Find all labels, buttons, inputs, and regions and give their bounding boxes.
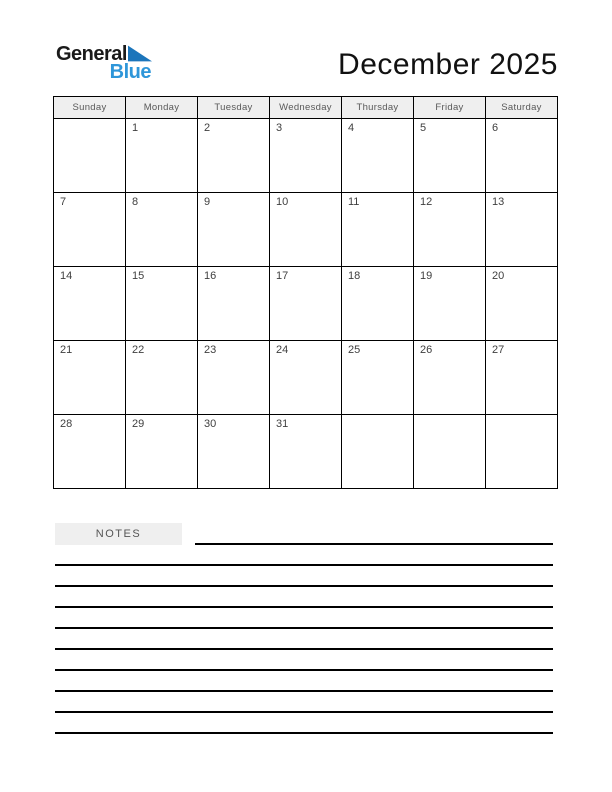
day-number: 2 [204,122,211,134]
day-number: 5 [420,122,427,134]
month-title: December 2025 [338,48,558,81]
calendar-day-cell-21 [54,341,126,415]
logo-text-general: General [56,43,127,65]
notes-writing-line [55,650,553,671]
calendar-day-cell-25 [342,341,414,415]
calendar-day-cell-11 [342,193,414,267]
calendar-day-cell-10 [270,193,342,267]
day-number: 17 [276,270,289,282]
logo-text-blue: Blue [109,61,151,83]
notes-writing-line [55,545,553,566]
day-number: 6 [492,122,499,134]
day-number: 23 [204,344,217,356]
day-number: 12 [420,196,433,208]
calendar-day-cell-13 [486,193,558,267]
calendar-day-cell-3 [270,119,342,193]
day-number: 4 [348,122,355,134]
calendar-day-cell-5 [414,119,486,193]
calendar-day-cell-31 [270,415,342,489]
calendar-day-cell-24 [270,341,342,415]
day-number: 21 [60,344,73,356]
weekday-header-monday: Monday [126,97,198,119]
day-number: 18 [348,270,361,282]
weekday-header-thursday: Thursday [342,97,414,119]
day-number: 31 [276,418,289,430]
calendar-day-cell-12 [414,193,486,267]
day-number: 15 [132,270,145,282]
notes-writing-line [55,692,553,713]
calendar-day-cell-27 [486,341,558,415]
day-number: 3 [276,122,283,134]
calendar-empty-cell [54,119,126,193]
notes-label-box [55,523,182,545]
calendar-week-row [54,267,558,341]
notes-writing-line [55,587,553,608]
weekday-header-saturday: Saturday [486,97,558,119]
day-number: 22 [132,344,145,356]
calendar-day-cell-14 [54,267,126,341]
weekday-header-tuesday: Tuesday [198,97,270,119]
day-number: 1 [132,122,139,134]
notes-writing-line [55,671,553,692]
calendar-day-cell-8 [126,193,198,267]
calendar-body [54,119,558,489]
calendar-day-cell-30 [198,415,270,489]
calendar-empty-cell [342,415,414,489]
day-number: 28 [60,418,73,430]
notes-writing-line [55,566,553,587]
notes-writing-line [55,713,553,734]
calendar-day-cell-28 [54,415,126,489]
calendar-week-row [54,415,558,489]
day-number: 9 [204,196,211,208]
day-number: 8 [132,196,139,208]
notes-writing-line [55,608,553,629]
notes-label: NOTES [95,528,142,540]
day-number: 20 [492,270,505,282]
calendar-day-cell-15 [126,267,198,341]
calendar-day-cell-20 [486,267,558,341]
calendar-day-cell-6 [486,119,558,193]
calendar-day-cell-26 [414,341,486,415]
day-number: 24 [276,344,289,356]
notes-lines-area [55,545,553,734]
calendar-day-cell-16 [198,267,270,341]
calendar-day-cell-17 [270,267,342,341]
notes-writing-line [55,629,553,650]
weekday-header-sunday: Sunday [54,97,126,119]
day-number: 27 [492,344,505,356]
calendar-day-cell-1 [126,119,198,193]
day-number: 11 [348,196,360,208]
logo-row-bottom [56,62,152,82]
calendar-empty-cell [414,415,486,489]
calendar-day-cell-29 [126,415,198,489]
day-number: 16 [204,270,217,282]
calendar-weekday-header-row [54,97,558,119]
calendar-week-row [54,193,558,267]
day-number: 25 [348,344,361,356]
day-number: 29 [132,418,145,430]
calendar-day-cell-22 [126,341,198,415]
weekday-header-friday: Friday [414,97,486,119]
calendar-empty-cell [486,415,558,489]
notes-writing-line [195,524,553,545]
calendar-day-cell-23 [198,341,270,415]
general-blue-logo [56,44,152,82]
calendar-day-cell-2 [198,119,270,193]
day-number: 30 [204,418,217,430]
calendar-week-row [54,341,558,415]
calendar-day-cell-4 [342,119,414,193]
calendar-day-cell-7 [54,193,126,267]
day-number: 14 [60,270,73,282]
calendar-table [53,96,558,489]
day-number: 10 [276,196,289,208]
day-number: 13 [492,196,505,208]
calendar-day-cell-19 [414,267,486,341]
day-number: 7 [60,196,67,208]
day-number: 26 [420,344,433,356]
day-number: 19 [420,270,433,282]
weekday-header-wednesday: Wednesday [270,97,342,119]
calendar-day-cell-18 [342,267,414,341]
calendar-day-cell-9 [198,193,270,267]
calendar-week-row [54,119,558,193]
